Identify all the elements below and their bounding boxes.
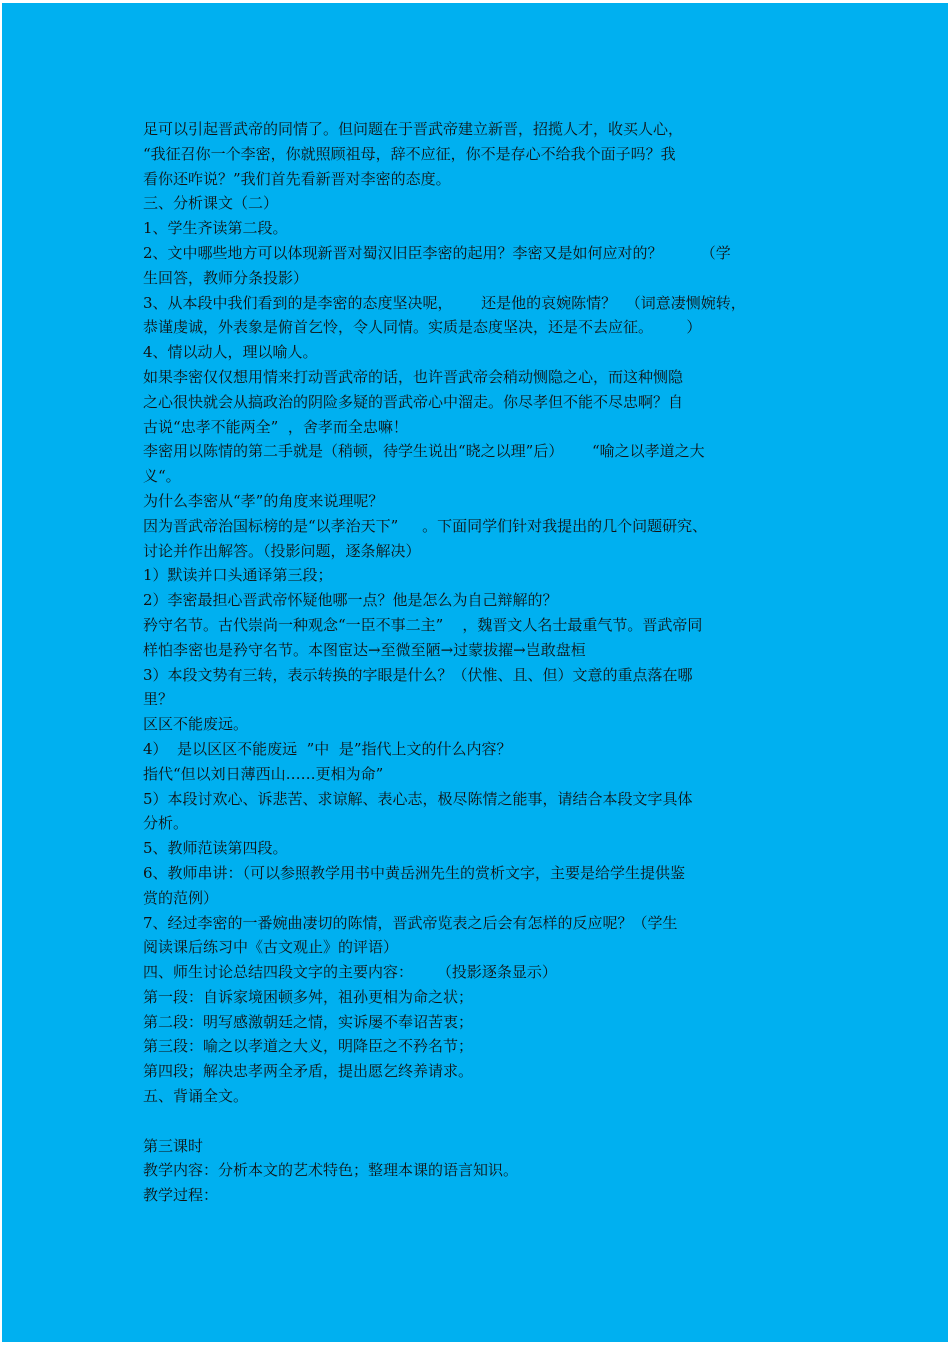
text-line: 1、学生齐读第二段。 bbox=[143, 219, 288, 238]
text-line: 四、师生讨论总结四段文字的主要内容： （投影逐条显示） bbox=[143, 963, 557, 982]
text-line: 古说“忠孝不能两全” ，舍孝而全忠嘛！ bbox=[143, 417, 408, 436]
text-line: 7、经过李密的一番婉曲凄切的陈情，晋武帝览表之后会有怎样的反应呢？（学生 bbox=[143, 913, 678, 932]
text-line: 5）本段讨欢心、诉悲苦、求谅解、表心志，极尽陈情之能事，请结合本段文字具体 bbox=[143, 789, 693, 808]
text-line: 生回答，教师分条投影） bbox=[143, 268, 309, 287]
text-line: 1）默读并口头通译第三段； bbox=[143, 566, 333, 585]
text-line: 3）本段文势有三转，表示转换的字眼是什么？（伏惟、且、但）文意的重点落在哪 bbox=[143, 665, 693, 684]
text-line: 义“。 bbox=[143, 467, 181, 486]
text-line: 第四段；解决忠孝两全矛盾，提出愿乞终养请求。 bbox=[143, 1062, 474, 1081]
text-line: 5、教师范读第四段。 bbox=[143, 839, 288, 858]
text-line: 第一段：自诉家境困顿多舛，祖孙更相为命之状； bbox=[143, 987, 474, 1006]
text-line: 教学过程： bbox=[143, 1186, 219, 1205]
text-line: 教学内容：分析本文的艺术特色；整理本课的语言知识。 bbox=[143, 1161, 519, 1180]
text-line: 讨论并作出解答。（投影问题，逐条解决） bbox=[143, 541, 421, 560]
text-line: 第三课时 bbox=[143, 1136, 204, 1155]
text-line: 看你还咋说？”我们首先看新晋对李密的态度。 bbox=[143, 169, 451, 188]
text-line: 恭谨虔诚，外表象是俯首乞怜，令人同情。实质是态度坚决，还是不去应征。 ） bbox=[143, 318, 702, 337]
text-line: 3、从本段中我们看到的是李密的态度坚决呢， 还是他的哀婉陈情？ （词意凄恻婉转， bbox=[143, 293, 746, 312]
text-line: 分析。 bbox=[143, 814, 189, 833]
text-line: 区区不能废远。 bbox=[143, 715, 249, 734]
text-line: 因为晋武帝治国标榜的是“以孝治天下” 。下面同学们针对我提出的几个问题研究、 bbox=[143, 516, 708, 535]
text-line: 指代“但以刘日薄西山……更相为命” bbox=[143, 764, 384, 783]
text-line: 阅读课后练习中《古文观止》的评语） bbox=[143, 938, 399, 957]
text-line: 如果李密仅仅想用情来打动晋武帝的话，也许晋武帝会稍动恻隐之心，而这种恻隐 bbox=[143, 367, 684, 386]
text-line: 三、分析课文（二） bbox=[143, 194, 279, 213]
text-line: 样怕李密也是矜守名节。本图宦达→至微至陋→过蒙拔擢→岂敢盘桓 bbox=[143, 640, 586, 659]
text-line: 赏的范例） bbox=[143, 888, 219, 907]
text-line: 2、文中哪些地方可以体现新晋对蜀汉旧臣李密的起用？李密又是如何应对的？ （学 bbox=[143, 243, 731, 262]
text-line: 第二段：明写感激朝廷之情，实诉屡不奉诏苦衷； bbox=[143, 1012, 474, 1031]
text-line: “我征召你一个李密，你就照顾祖母，辞不应征，你不是存心不给我个面子吗？我 bbox=[143, 144, 676, 163]
text-line: 里？ bbox=[143, 690, 174, 709]
text-line: 为什么李密从“孝”的角度来说理呢？ bbox=[143, 491, 384, 510]
text-line bbox=[143, 1109, 815, 1134]
text-line: 4、情以动人，理以喻人。 bbox=[143, 343, 318, 362]
text-line: 4） 是以区区不能废远 ”中 是”指代上文的什么内容？ bbox=[143, 739, 512, 758]
text-line: 之心很快就会从搞政治的阴险多疑的晋武帝心中溜走。你尽孝但不能不尽忠啊？自 bbox=[143, 392, 684, 411]
text-line: 足可以引起晋武帝的同情了。但问题在于晋武帝建立新晋，招揽人才，收买人心， bbox=[143, 120, 684, 138]
text-line: 6、教师串讲：（可以参照教学用书中黄岳洲先生的赏析文字，主要是给学生提供鉴 bbox=[143, 863, 686, 882]
text-line: 第三段：喻之以孝道之大义，明降臣之不矜名节； bbox=[143, 1037, 474, 1056]
text-line: 五、背诵全文。 bbox=[143, 1087, 249, 1106]
document-body bbox=[143, 117, 815, 1208]
text-line: 李密用以陈情的第二手就是（稍顿，待学生说出“晓之以理”后） “喻之以孝道之大 bbox=[143, 442, 705, 461]
text-line: 矜守名节。古代崇尚一种观念“一臣不事二主” ，魏晋文人名士最重气节。晋武帝同 bbox=[143, 615, 703, 634]
text-line: 2）李密最担心晋武帝怀疑他哪一点？他是怎么为自己辩解的？ bbox=[143, 591, 558, 610]
